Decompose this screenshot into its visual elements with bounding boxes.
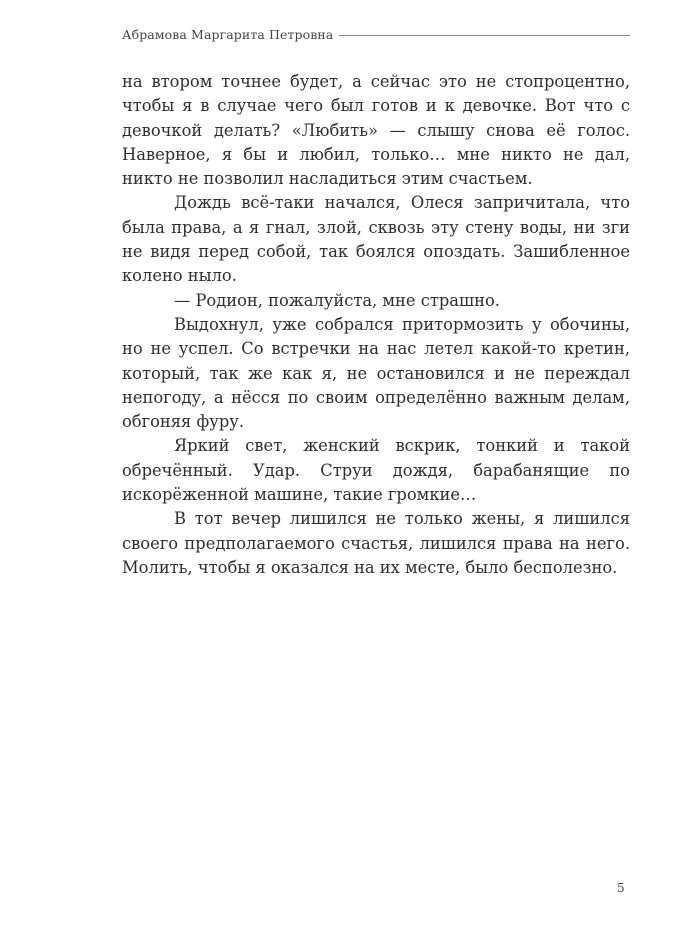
paragraph-2: Дождь всё-таки начался, Олеся запричитала, что была права, а я гнал, злой, сквозь эту стену воды, ни зги не видя перед собой, так боялся опоздать. Зашибленное колено ныло.: [122, 193, 630, 286]
page-number: 5: [617, 881, 625, 895]
running-header: [122, 27, 630, 42]
paragraph-4: Выдохнул, уже собрался притормозить у обочины, но не успел. Со встречки на нас летел какой-то кретин, который, так же как я, не остановился и не переждал непогоду, а нёсся по своим определённо важным делам, обгоняя фуру.: [122, 314, 630, 432]
paragraph-1: на втором точнее будет, а сейчас это не стопроцентно, чтобы я в случае чего был готов и к девочке. Вот что с девочкой делать? «Любить» — слышу снова её голос. Наверное, я бы и любил, только… мне никто не дал, никто не позволил насладиться этим счастьем.: [122, 72, 630, 189]
header-rule: [339, 35, 630, 36]
paragraph-5: Яркий свет, женский вскрик, тонкий и такой обречённый. Удар. Струи дождя, барабанящие по искорёженной машине, такие громкие…: [122, 436, 630, 505]
paragraph-3-dialogue: — Родион, пожалуйста, мне страшно.: [174, 290, 500, 310]
paragraph-6: В тот вечер лишился не только жены, я лишился своего предполагаемого счастья, лишился права на него. Молить, чтобы я оказался на их месте, было бесполезно.: [122, 509, 630, 577]
body-text: [122, 70, 630, 580]
header-author-name: Абрамова Маргарита Петровна: [122, 27, 334, 42]
